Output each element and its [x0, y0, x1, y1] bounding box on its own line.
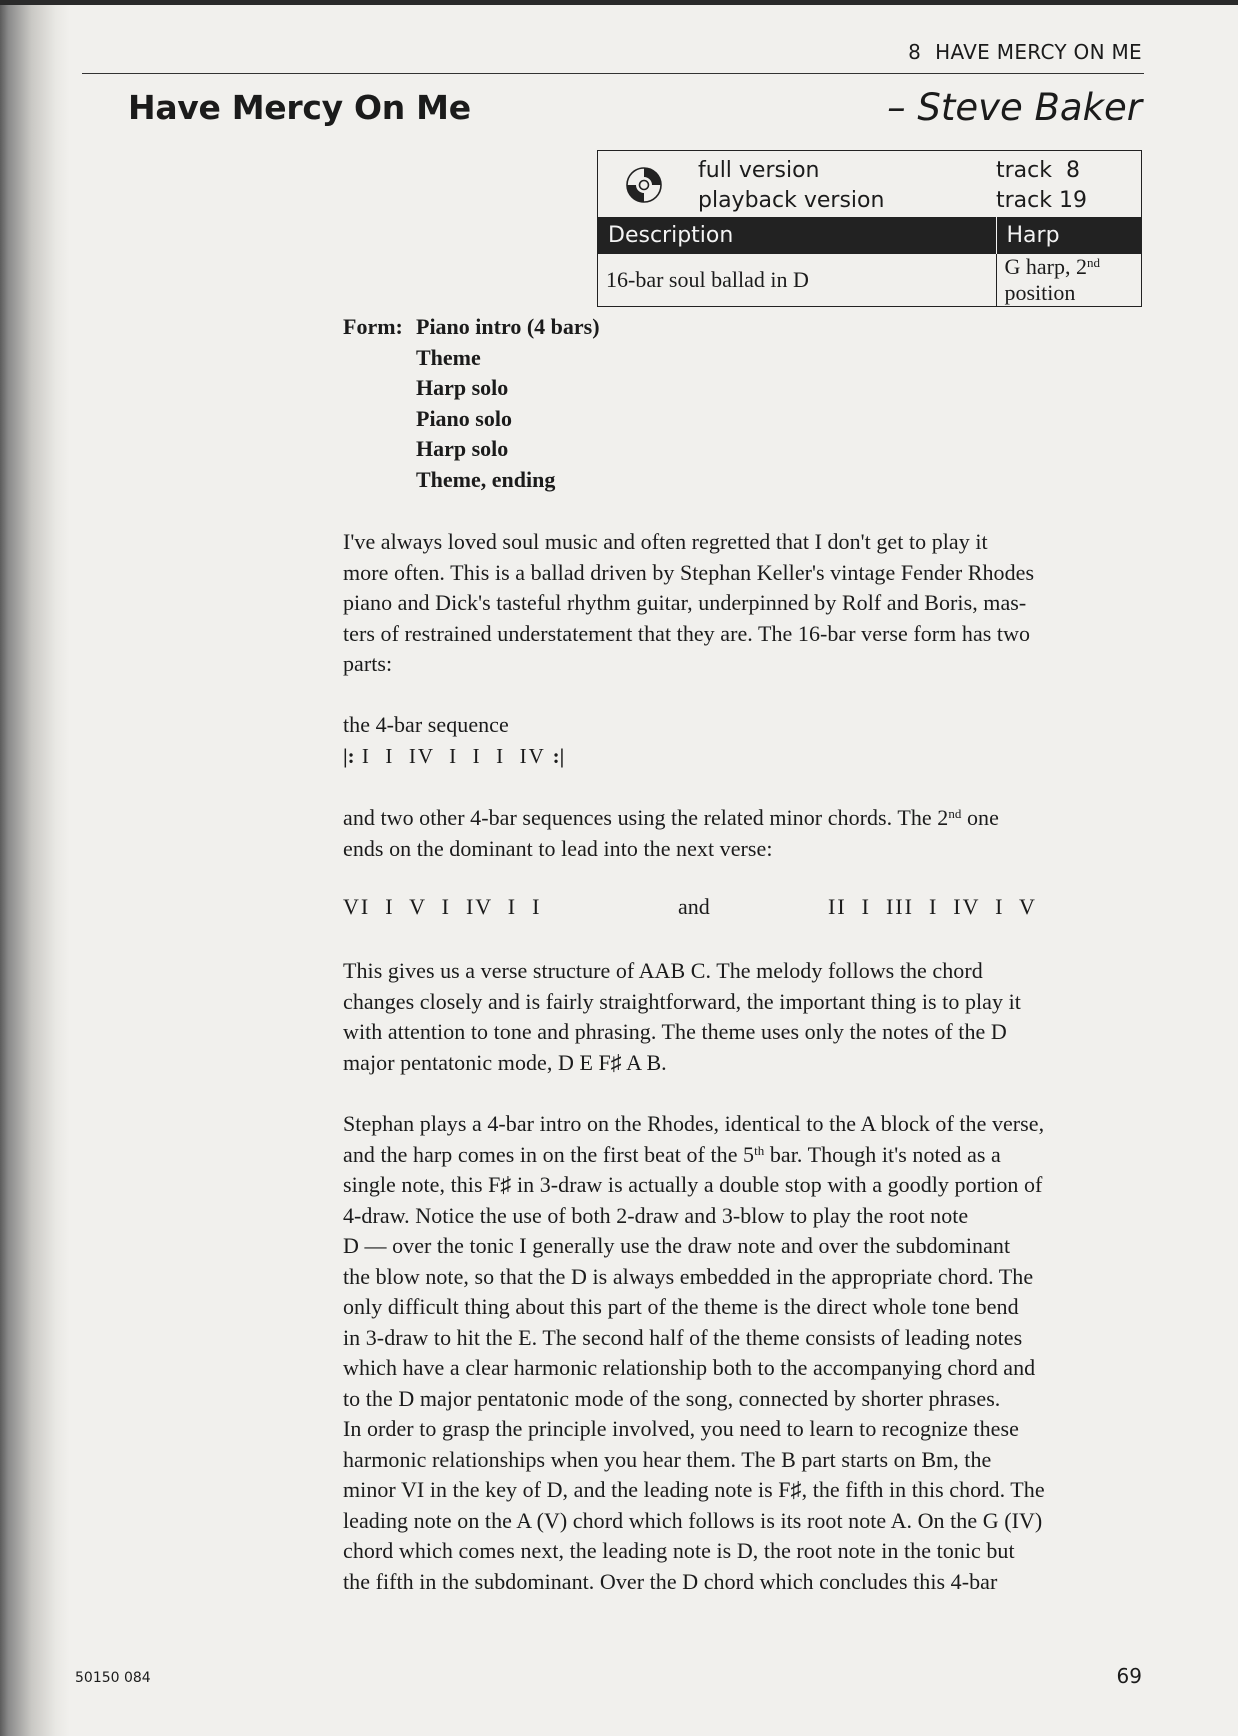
- text-line: to the D major pentatonic mode of the song, connected by shorter phrases.: [343, 1385, 1001, 1411]
- author: – Steve Baker: [887, 86, 1142, 129]
- sequence-block: [343, 710, 1143, 771]
- text-line: more often. This is a ballad driven by Stephan Keller's vintage Fender Rhodes: [343, 559, 1035, 585]
- form-item: Harp solo: [416, 436, 509, 461]
- repeat-close-sign: :|: [552, 743, 565, 768]
- text-line: D — over the tonic I generally use the draw note and over the subdominant: [343, 1233, 1011, 1258]
- text-line: Stephan plays a 4-bar intro on the Rhodes, identical to the A block of the verse,: [343, 1111, 1045, 1136]
- product-code: 50150 084: [75, 1670, 151, 1686]
- playback-version-label: playback version: [698, 188, 885, 213]
- harp-value-text: G harp, 2: [1004, 254, 1087, 279]
- table-header-row: [598, 217, 1142, 254]
- form-item: Theme, ending: [416, 466, 556, 492]
- harp-header: Harp: [996, 217, 1142, 254]
- version-labels: [698, 151, 996, 218]
- progression-joiner: and: [678, 894, 710, 919]
- table-value-row: [598, 254, 1142, 307]
- form-label: Form:: [343, 314, 403, 339]
- text-segment: and two other 4-bar sequences using the related minor chords. The 2: [343, 805, 949, 830]
- text-line: in 3-draw to hit the E. The second half of the theme consists of leading notes: [343, 1324, 1023, 1350]
- form-item: Piano solo: [416, 405, 512, 431]
- form-list: [416, 312, 600, 495]
- paragraph-4: [343, 1109, 1143, 1597]
- sequence-intro: the 4-bar sequence: [343, 712, 509, 737]
- full-version-track: track 8: [996, 158, 1080, 183]
- text-line: I've always loved soul music and often regretted that I don't get to play it: [343, 529, 988, 554]
- chapter-title: HAVE MERCY ON ME: [935, 40, 1142, 64]
- text-line: only difficult thing about this part of the theme is the direct whole tone bend: [343, 1294, 1019, 1319]
- form-item: Harp solo: [416, 375, 509, 400]
- text-line: chord which comes next, the leading note is D, the root note in the tonic but: [343, 1538, 1015, 1563]
- chord-sequence: [343, 741, 1143, 772]
- chapter-number: 8: [908, 40, 922, 64]
- text-line: leading note on the A (V) chord which follows is its root note A. On the G (IV): [343, 1507, 1043, 1533]
- form-item: Piano intro (4 bars): [416, 314, 600, 339]
- harp-value-sup: nd: [1086, 255, 1100, 270]
- playback-version-track: track 19: [996, 188, 1087, 213]
- progression-first: VI I V I IV I I: [343, 894, 542, 919]
- page-title: Have Mercy On Me: [128, 88, 471, 127]
- text-segment: one: [961, 805, 999, 830]
- paragraph-3: [343, 956, 1143, 1078]
- text-line: major pentatonic mode, D E F♯ A B.: [343, 1049, 667, 1075]
- page-number: 69: [1116, 1664, 1142, 1688]
- top-edge: [0, 0, 1238, 5]
- text-line: ters of restrained understatement that they are. The 16-bar verse form has two: [343, 620, 1031, 646]
- text-line: which have a clear harmonic relationship both to the accompanying chord and: [343, 1355, 1036, 1380]
- cd-cell: [598, 151, 699, 218]
- page-binding-shadow: [0, 0, 70, 1736]
- text-line: piano and Dick's tasteful rhythm guitar, underpinned by Rolf and Boris, mas-: [343, 590, 1027, 615]
- cd-icon: [624, 165, 664, 205]
- text-segment: bar. Though it's noted as a: [764, 1141, 1001, 1167]
- form-item: Theme: [416, 344, 481, 370]
- harp-value-suffix: position: [1004, 280, 1076, 305]
- harp-value: [996, 254, 1142, 307]
- track-info-table: [597, 150, 1142, 307]
- superscript: nd: [948, 806, 962, 821]
- paragraph-2: [343, 803, 1143, 864]
- description-header: Description: [598, 217, 997, 254]
- repeat-open-sign: |:: [343, 743, 355, 768]
- header-rule: [82, 73, 1144, 74]
- text-line: [343, 1140, 1143, 1171]
- superscript: th: [754, 1142, 765, 1158]
- text-line: with attention to tone and phrasing. The theme uses only the notes of the D: [343, 1019, 1007, 1044]
- text-line: 4-draw. Notice the use of both 2-draw and 3-blow to play the root note: [343, 1202, 969, 1228]
- text-segment: and the harp comes in on the first beat of the 5: [343, 1141, 755, 1167]
- text-line: single note, this F♯ in 3-draw is actually a double stop with a goodly portion of: [343, 1172, 1043, 1197]
- paragraph-1: [343, 527, 1143, 680]
- text-line: changes closely and is fairly straightforward, the important thing is to play it: [343, 988, 1021, 1014]
- running-head: [908, 40, 1142, 64]
- text-line: minor VI in the key of D, and the leading note is F♯, the fifth in this chord. The: [343, 1477, 1045, 1502]
- sequence-chords: I I IV I I I IV: [361, 743, 546, 768]
- text-line: [343, 803, 1143, 834]
- full-version-label: full version: [698, 158, 820, 183]
- track-numbers: [996, 151, 1142, 218]
- text-line: ends on the dominant to lead into the next verse:: [343, 835, 773, 861]
- text-line: This gives us a verse structure of AAB C. The melody follows the chord: [343, 958, 983, 983]
- text-line: the blow note, so that the D is always embedded in the appropriate chord. The: [343, 1263, 1034, 1289]
- progression-second: II I III I IV I V: [828, 894, 1037, 919]
- text-line: parts:: [343, 651, 393, 676]
- text-line: harmonic relationships when you hear them. The B part starts on Bm, the: [343, 1446, 992, 1472]
- track-row: [598, 151, 1142, 218]
- text-line: the fifth in the subdominant. Over the D chord which concludes this 4-bar: [343, 1568, 998, 1594]
- text-line: In order to grasp the principle involved, you need to learn to recognize these: [343, 1416, 1019, 1441]
- description-value: 16-bar soul ballad in D: [598, 254, 997, 307]
